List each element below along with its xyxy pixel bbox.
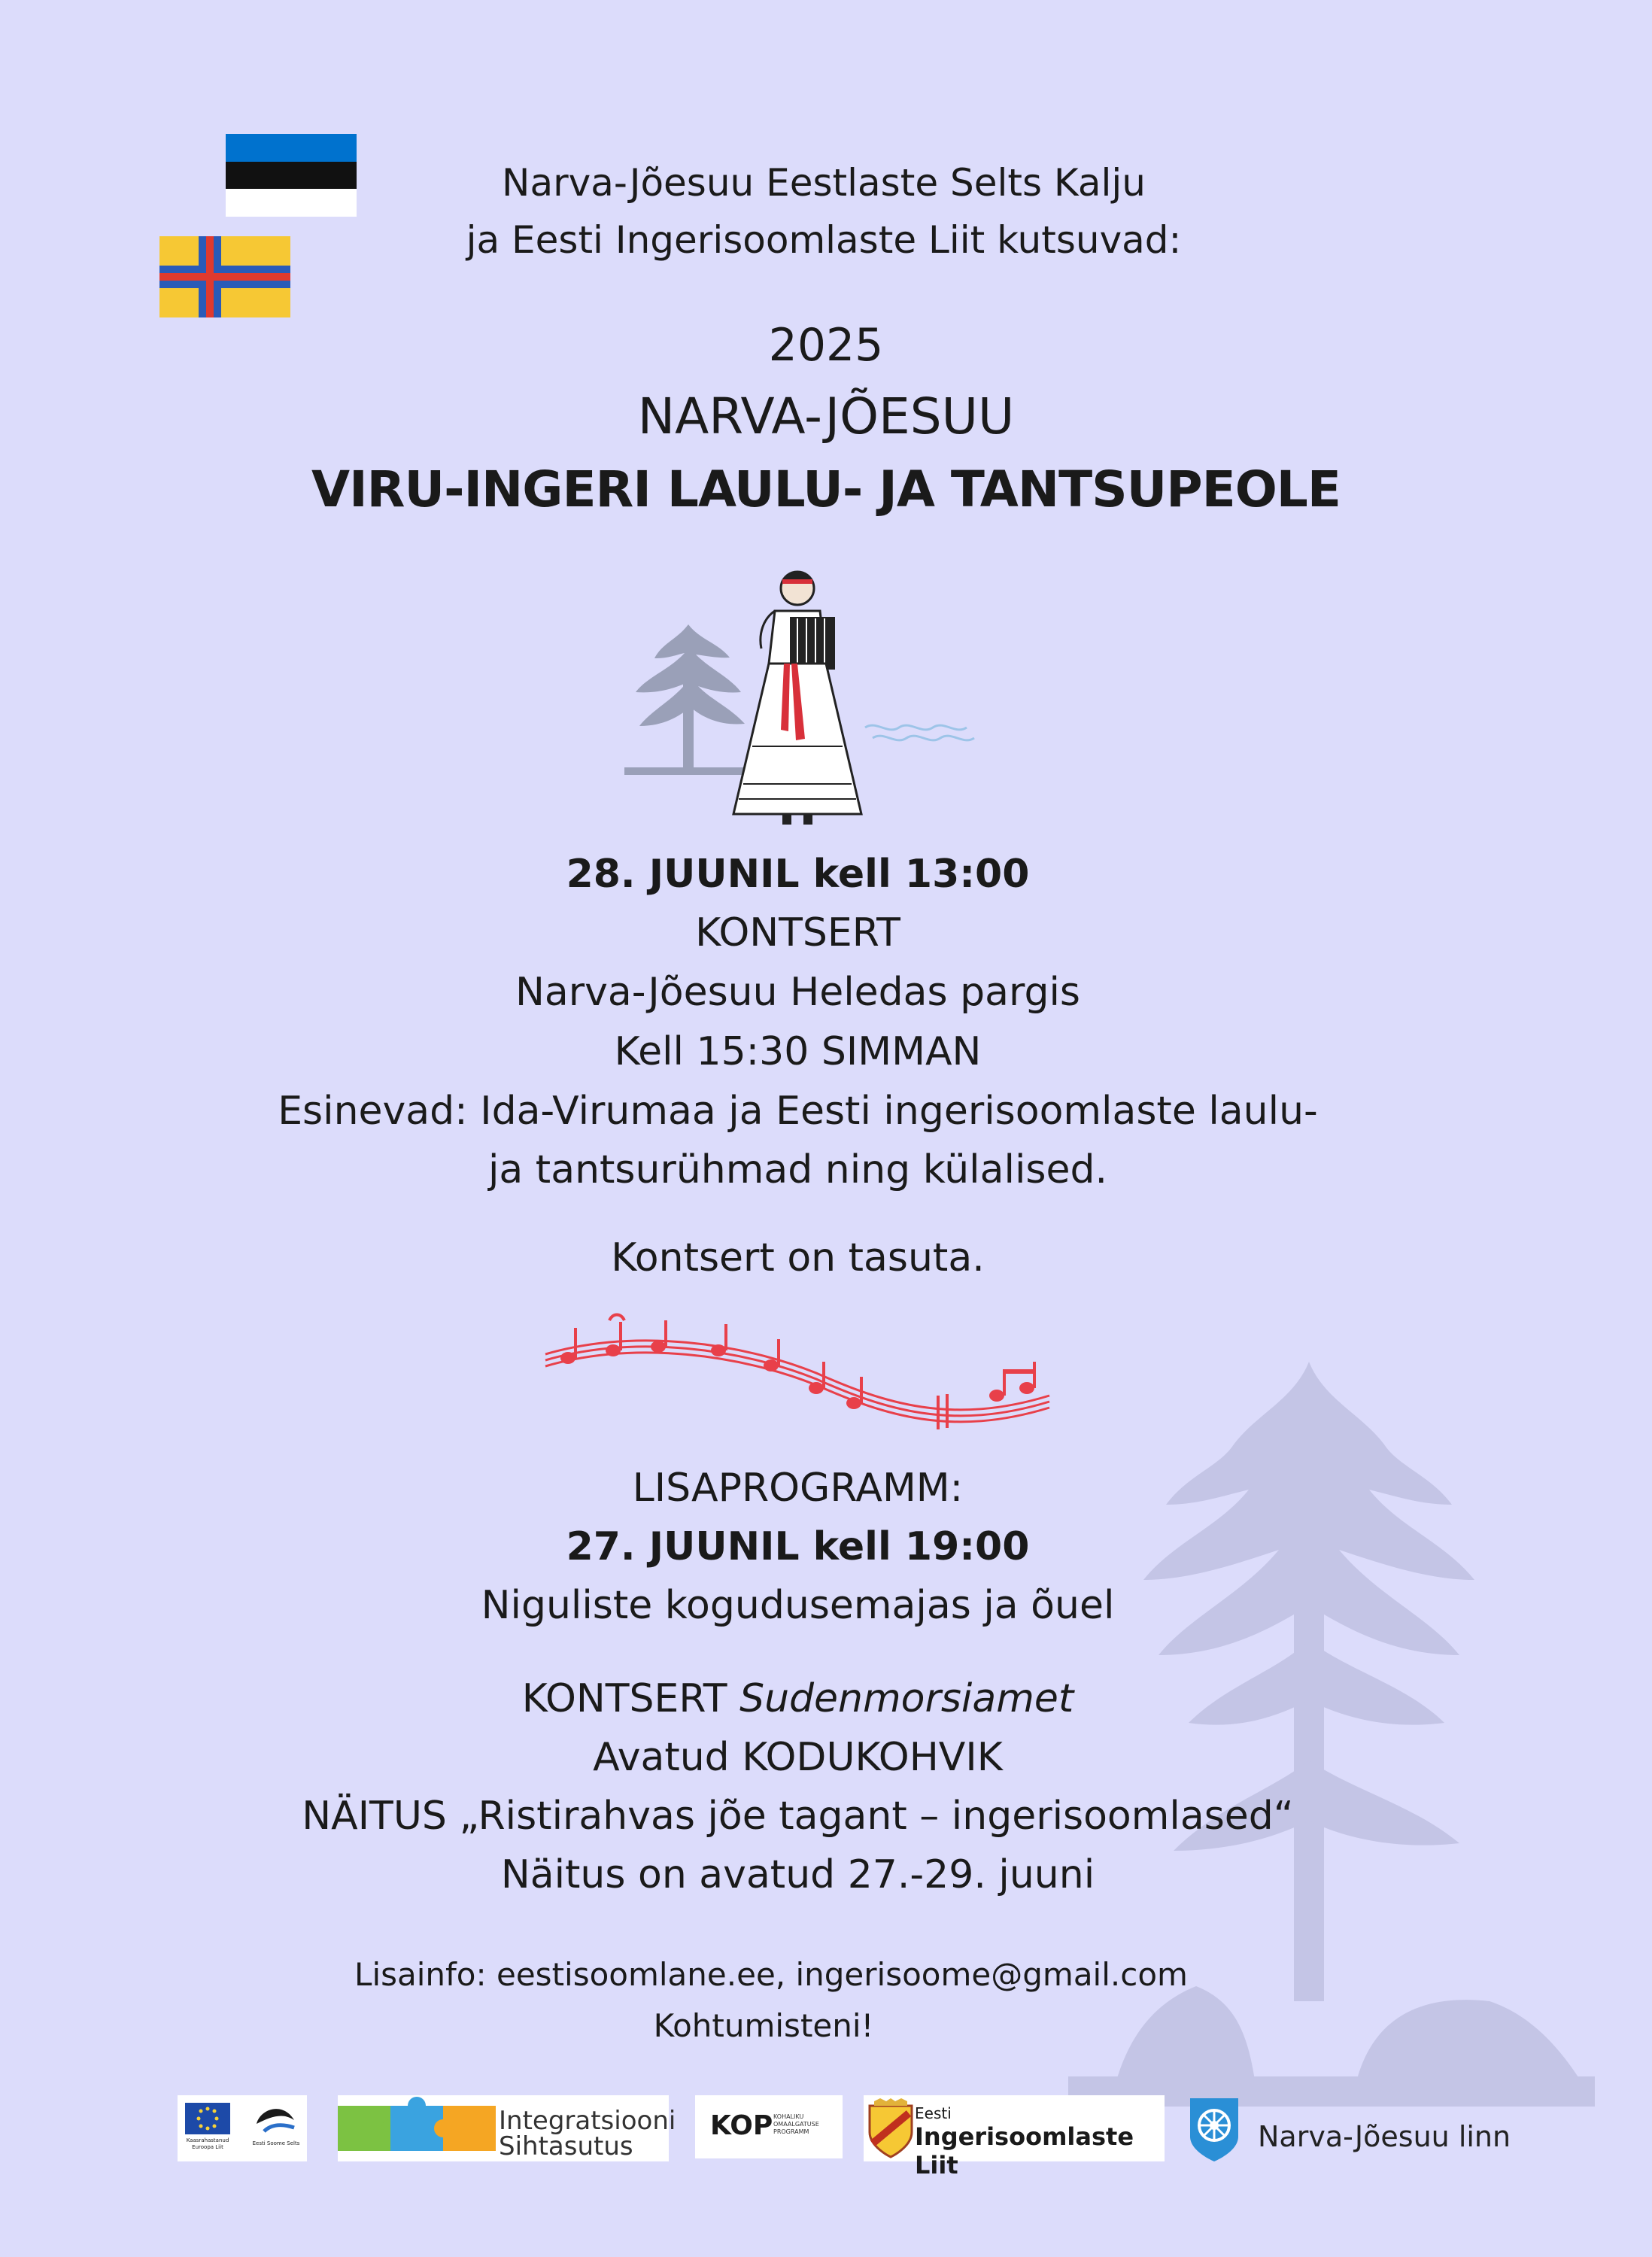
kop-mark: KOP	[710, 2110, 773, 2141]
extra-concert-name: Sudenmorsiamet	[739, 1676, 1074, 1721]
eu-logo	[178, 2095, 307, 2161]
puzzle-icon	[338, 2098, 496, 2158]
main-event-location: Narva-Jõesuu Heledas pargis	[515, 970, 1081, 1015]
narva-joesuu-label: Narva-Jõesuu linn	[1258, 2120, 1511, 2153]
free-entry-note: Kontsert on tasuta.	[611, 1235, 985, 1280]
extra-cafe: Avatud KODUKOHVIK	[593, 1735, 1003, 1780]
waves-icon	[865, 718, 978, 749]
kop-caption: KOHALIKU OMAALGATUSE PROGRAMM	[773, 2113, 819, 2135]
event-place: NARVA-JÕESUU	[637, 387, 1015, 445]
liit-small-label: Eesti	[915, 2104, 952, 2122]
narva-joesuu-crest-icon	[1187, 2095, 1241, 2163]
contact-info: Lisainfo: eestisoomlane.ee, ingerisoome@gmail.com	[354, 1956, 1188, 1993]
extra-program-heading: LISAPROGRAMM:	[632, 1466, 964, 1511]
performers-line-1: Esinevad: Ida-Virumaa ja Eesti ingerisoomlaste laulu-	[278, 1089, 1318, 1134]
main-event-date: 28. JUUNIL kell 13:00	[566, 852, 1030, 897]
event-year: 2025	[768, 319, 884, 372]
extra-exhibition: NÄITUS „Ristirahvas jõe tagant – ingerisoomlased“	[302, 1794, 1294, 1839]
main-event-simman: Kell 15:30 SIMMAN	[614, 1029, 982, 1074]
extra-program-location: Niguliste kogudusemajas ja õuel	[481, 1583, 1115, 1628]
integratsioon-line-1: Integratsiooni	[499, 2106, 676, 2136]
organizers-line-1: Narva-Jõesuu Eestlaste Selts Kalju	[502, 161, 1146, 205]
music-notes-icon	[545, 1313, 1049, 1441]
extra-program-date: 27. JUUNIL kell 19:00	[566, 1524, 1030, 1569]
integratsiooni-sihtasutus-logo	[338, 2095, 676, 2161]
kop-logo	[695, 2095, 843, 2158]
eesti-soome-selts-icon	[253, 2101, 298, 2139]
eu-stars-icon	[185, 2103, 230, 2134]
extra-concert	[0, 1676, 1596, 1721]
performers-line-2: ja tantsurühmad ning külalised.	[487, 1147, 1108, 1192]
main-event-type: KONTSERT	[695, 910, 900, 955]
accordion-girl-illustration	[722, 566, 873, 829]
extra-exhibition-dates: Näitus on avatud 27.-29. juuni	[500, 1852, 1095, 1897]
ingerisoomlaste-liit-logo	[864, 2095, 1165, 2180]
eesti-soome-caption: Eesti Soome Selts	[252, 2140, 300, 2146]
integratsioon-line-2: Sihtasutus	[499, 2131, 633, 2161]
event-title: VIRU-INGERI LAULU- JA TANTSUPEOLE	[311, 460, 1341, 518]
organizers-line-2: ja Eesti Ingerisoomlaste Liit kutsuvad:	[466, 218, 1182, 262]
extra-concert-prefix: KONTSERT	[521, 1676, 740, 1721]
coat-of-arms-icon	[867, 2098, 915, 2158]
liit-big-label: Ingerisoomlaste Liit	[915, 2122, 1134, 2180]
eu-caption: Kaasrahastanud Euroopa Liit	[186, 2137, 229, 2150]
farewell: Kohtumisteni!	[653, 2007, 874, 2044]
